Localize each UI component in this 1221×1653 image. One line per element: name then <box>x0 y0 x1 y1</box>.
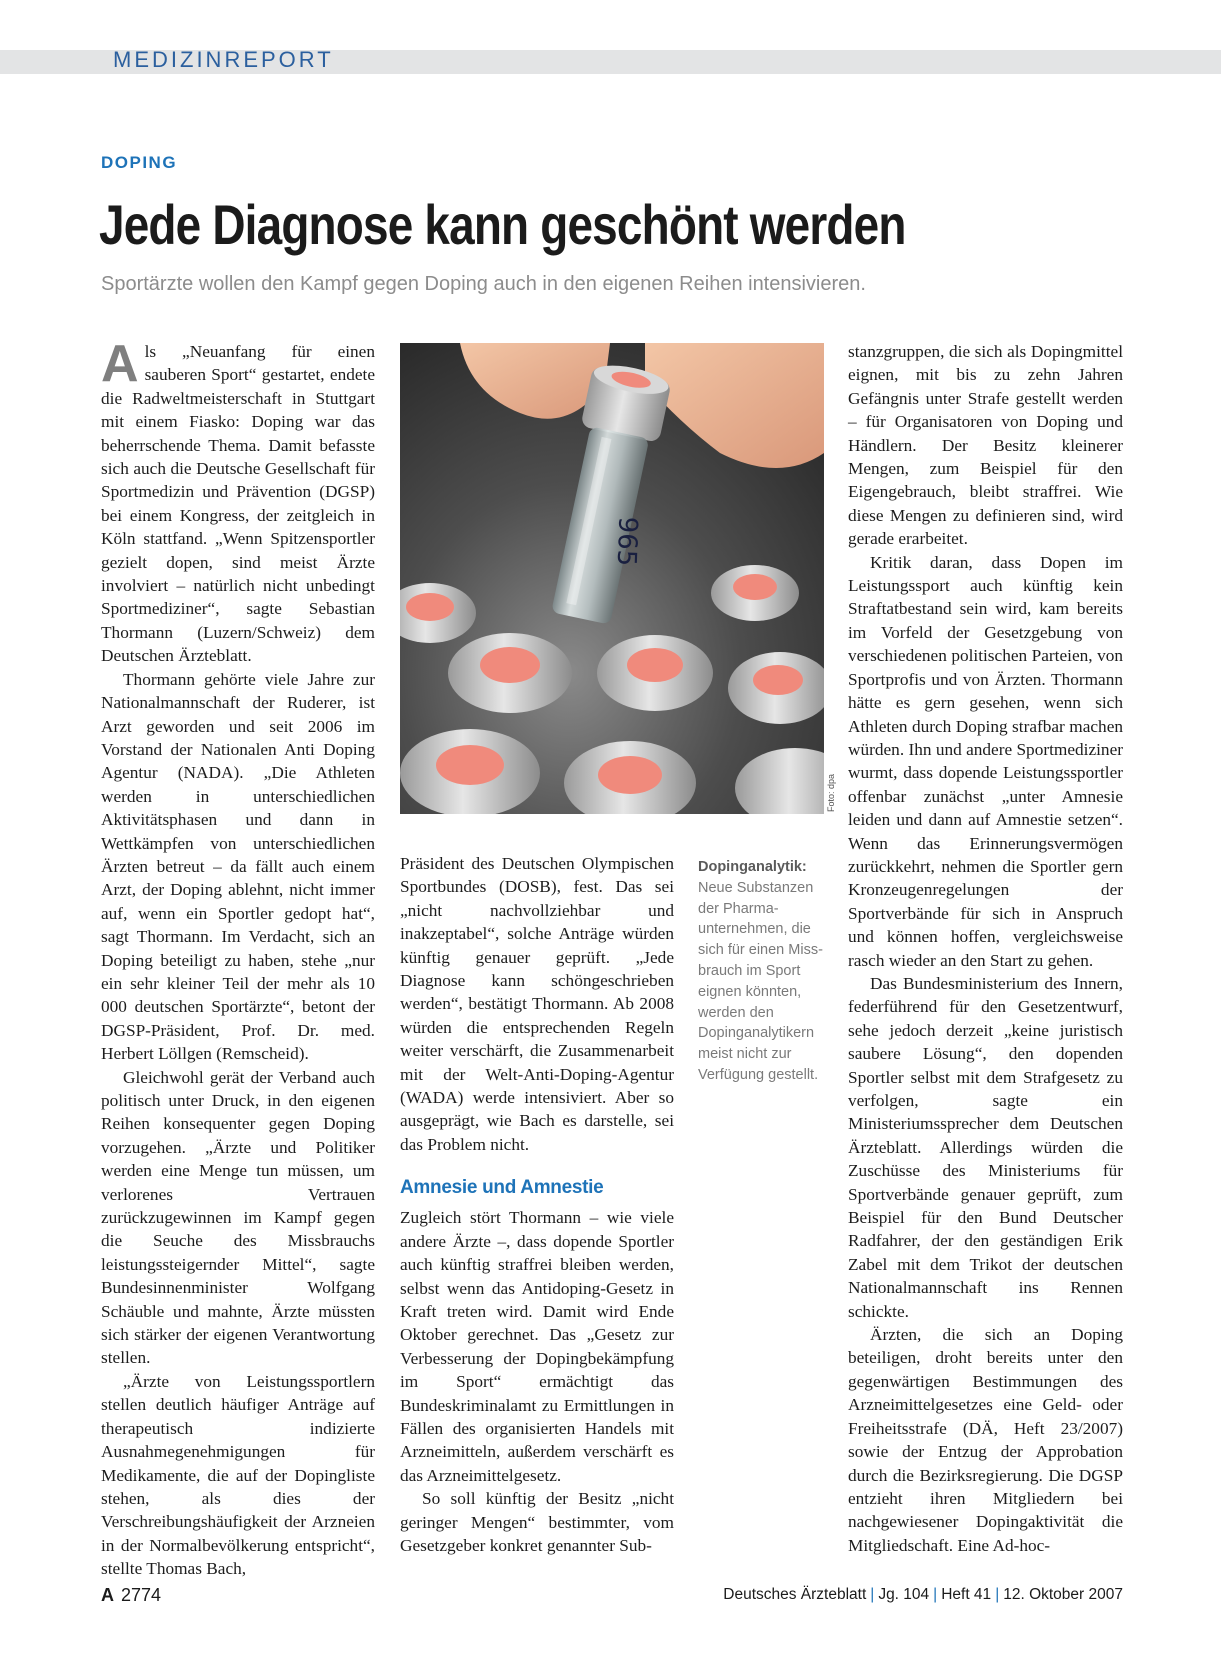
kicker: DOPING <box>101 153 178 172</box>
paragraph: „Ärzte von Leistungssportlern stellen deutlich häufiger Anträge auf therapeutisch indizierte Ausnahmegenehmigungen für Medikamente, die auf der Dopingliste stehen, als dies der Verschreibungshäufigkeit der Arzneien in der Normalbevölkerung entspricht“, stellte Thomas Bach, <box>101 1371 375 1579</box>
paragraph-text: ls „Neuanfang für einen sauberen Sport“ gestartet, endete die Radweltmeisterschaft in Stuttgart mit einem Fiasko: Doping war das beherrschende Thema. Damit befasste sich auch die Deutsche Gesellschaft für Sportmedizin und Prävention (DGSP) bei einem Kongress, der zeitgleich in Köln stattfand. „Wenn Spitzensportler gezielt dopen, sind meist Ärzte involviert – natürlich nicht unbedingt Sportmediziner“, sagte Sebastian Thormann (Luzern/Schweiz) dem Deutschen Ärzteblatt. <box>101 342 375 666</box>
drop-cap: A <box>101 335 139 393</box>
paragraph: Zugleich stört Thormann – wie viele andere Ärzte –, dass dopende Sportler auch künftig straffrei bleiben werden, selbst wenn das Antidoping-Gesetz in Kraft treten wird. Damit wird Ende Oktober gerechnet. Das „Gesetz zur Verbesserung der Dopingbekämpfung im Sport“ ermächtigt das Bundeskriminalamt zu Ermittlungen in Fällen des organisierten Handels mit Arzneimitteln, außerdem verschärft es das Arzneimittelgesetz. <box>400 1208 674 1485</box>
journal-info <box>723 1586 1123 1604</box>
page-prefix: A <box>101 1585 114 1605</box>
journal-volume: Jg. 104 <box>878 1586 930 1603</box>
caption-text: Neue Substanzen der Pharma-unternehmen, die sich für einen Miss-brauch im Sport eignen könnten, werden den Dopinganalytikern meist nicht zur Verfügung gestellt. <box>698 879 823 1083</box>
article-column-2 <box>400 852 674 1557</box>
paragraph: Das Bundesministerium des Innern, federführend für den Gesetzentwurf, sehe jedoch derzeit „keine juristisch saubere Lösung“, den dopenden Sportler selbst mit dem Strafgesetz zu verfolgen, sagte ein Ministeriumssprecher dem Deutschen Ärzteblatt. Allerdings würden die Zuschüsse des Ministeriums für Sportverbände genauer geprüft, zum Beispiel für den Bund Deutscher Radfahrer, der den geständigen Erik Zabel mit dem Trikot der deutschen Nationalmannschaft ins Rennen schickte. <box>848 973 1123 1321</box>
paragraph: Kritik daran, dass Dopen im Leistungssport auch künftig kein Straftatbestand sein wird, kam bereits im Vorfeld der Gesetzgebung von verschiedenen politischen Parteien, von Sportprofis und von Ärzten. Thormann hätte es gern gesehen, wenn sich Athleten durch Doping strafbar machen würden. Ihn und andere Sportmediziner wurmt, dass dopende Leistungssportler offenbar zunächst „unter Amnesie leiden und dann auf Amnestie setzen“. Wenn das Erinnerungsvermögen zurückkehrt, nehmen die Sportler gern Kronzeugenregelungen der Sportverbände für sich in Anspruch und können hoffen, vergleichsweise rasch wieder an den Start zu gehen. <box>848 552 1123 970</box>
section-label: MEDIZINREPORT <box>113 47 334 72</box>
page-number <box>101 1585 161 1606</box>
journal-date: 12. Oktober 2007 <box>1003 1586 1123 1603</box>
paragraph: Ärzten, die sich an Doping beteiligen, droht bereits unter den gegenwärtigen Bestimmungen des Arzneimittelgesetzes eine Geld- oder Freiheitsstrafe (DÄ, Heft 23/2007) sowie der Entzug der Approbation durch die Bezirksregierung. Die DGSP entzieht ihren Mitgliedern bei nachgewiesener Dopingaktivität die Mitgliedschaft. Eine Ad-hoc- <box>848 1325 1123 1555</box>
separator: | <box>870 1586 875 1603</box>
paragraph <box>101 335 375 668</box>
separator: | <box>995 1586 1000 1603</box>
paragraph: So soll künftig der Besitz „nicht geringer Mengen“ bestimmter, vom Gesetzgeber konkret genannter Sub- <box>400 1489 674 1555</box>
headline: Jede Diagnose kann geschönt werden <box>99 193 906 256</box>
article-photo <box>400 343 824 814</box>
paragraph: Thormann gehörte viele Jahre zur Nationalmannschaft der Ruderer, ist Arzt geworden und seit 2006 im Vorstand der Nationalen Anti Doping Agentur (NADA). „Die Athleten werden in unterschiedlichen Aktivitätsphasen und dann in Wettkämpfen von unterschiedlichen Ärzten betreut – da fällt auch einem Arzt, der Doping ablehnt, nicht immer auf, wenn ein Sportler gedopt hat“, sagt Thormann. Im Verdacht, sich an Doping beteiligt zu haben, stehe „nur ein sehr kleiner Teil der mehr als 10 000 deutschen Sportärzte“, betont der DGSP-Präsident, Prof. Dr. med. Herbert Löllgen (Remscheid). <box>101 669 375 1064</box>
caption-title: Dopinganalytik: <box>698 859 807 875</box>
subheading: Amnesie und Amnestie <box>400 1177 604 1199</box>
paragraph: Präsident des Deutschen Olympischen Sportbundes (DOSB), fest. Das sei „nicht nachvollziehbar und inakzeptabel“, solche Anträge würden künftig genauer geprüft. „Jede Diagnose kann schöngeschrieben werden“, bestätigt Thormann. Ab 2008 würden die entsprechenden Regeln weiter verschärft, die Zusammenarbeit mit der Welt-Anti-Doping-Agentur (WADA) werde intensiviert. Aber so ausgeprägt, wie Bach es darstelle, sei das Problem nicht. <box>400 854 674 1154</box>
journal-issue: Heft 41 <box>941 1586 992 1603</box>
subheadline: Sportärzte wollen den Kampf gegen Doping auch in den eigenen Reihen intensivieren. <box>101 273 866 295</box>
journal-name: Deutsches Ärzteblatt <box>723 1586 867 1603</box>
article-column-1 <box>101 335 375 1581</box>
separator: | <box>933 1586 938 1603</box>
vial-photo-illustration <box>400 343 824 814</box>
paragraph: Gleichwohl gerät der Verband auch politisch unter Druck, in den eigenen Reihen konsequenter gegen Doping vorzugehen. „Ärzte und Politiker werden eine Menge tun müssen, um verlorenes Vertrauen zurückzugewinnen im Kampf gegen die Seuche des Missbrauchs leistungssteigernder Mittel“, sagte Bundesinnenminister Wolfgang Schäuble und mahnte, Ärzte müssten sich stärker der eigenen Verantwortung stellen. <box>101 1067 375 1368</box>
photo-credit: Foto: dpa <box>826 773 836 812</box>
article-column-3 <box>848 340 1123 1557</box>
page-number-value: 2774 <box>121 1585 162 1605</box>
vial-label: 965 <box>610 516 643 567</box>
photo-caption <box>698 857 830 1086</box>
paragraph: stanzgruppen, die sich als Dopingmittel eignen, mit bis zu zehn Jahren Gefängnis unter Strafe gestellt werden – für Organisatoren von Doping und Händlern. Der Besitz kleinerer Mengen, zum Beispiel für den Eigengebrauch, bleibt straffrei. Wie diese Mengen zu definieren sind, wird gerade erarbeitet. <box>848 342 1123 549</box>
